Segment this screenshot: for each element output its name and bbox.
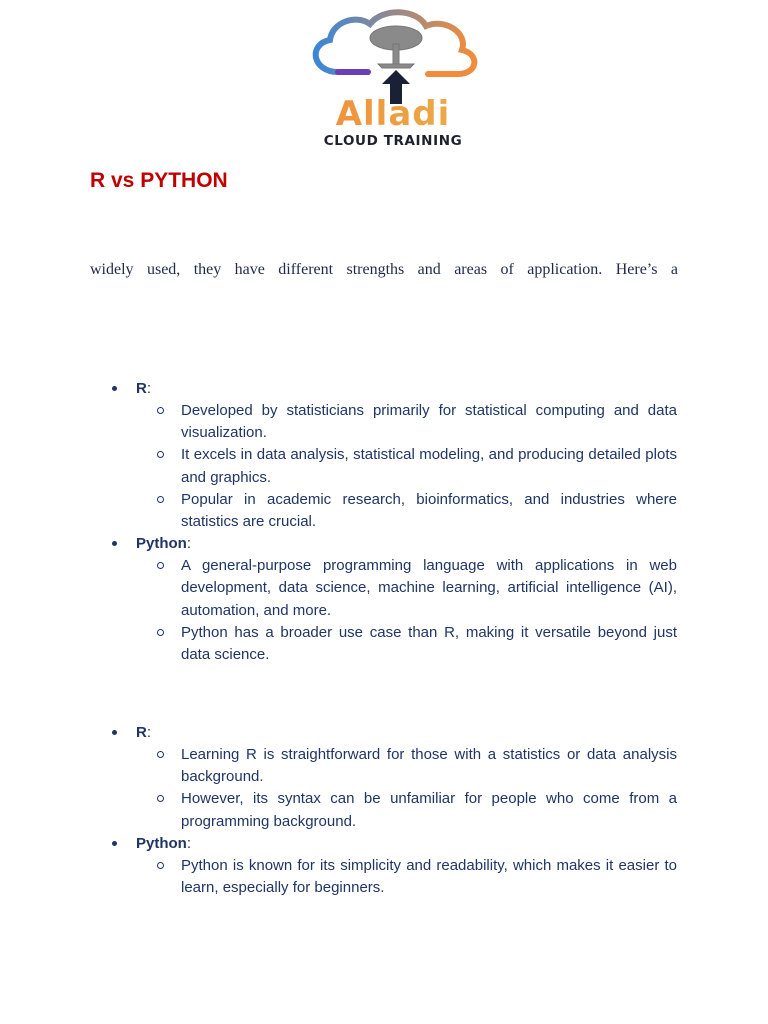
bullet-icon: [112, 841, 117, 846]
circle-bullet-icon: [157, 496, 164, 503]
logo-tagline: CLOUD TRAINING: [323, 133, 463, 149]
section-purpose: [0, 378, 768, 666]
sub-list-item: [0, 855, 768, 899]
sub-list-item: [0, 622, 768, 666]
sub-list-item-text: However, its syntax can be unfamiliar for people who come from a programming background.: [181, 790, 677, 830]
sub-list-item: [0, 744, 768, 788]
intro-paragraph: widely used, they have different strengths and areas of application. Here’s a: [90, 261, 678, 278]
list-item: [0, 722, 768, 744]
logo-wordmark: Alladi: [306, 96, 480, 132]
sub-list-item-text: Developed by statisticians primarily for statistical computing and data visualization.: [181, 402, 677, 442]
list-item-label: Python:: [136, 834, 192, 852]
circle-bullet-icon: [157, 751, 164, 758]
bullet-icon: [112, 386, 117, 391]
circle-bullet-icon: [157, 407, 164, 414]
sub-list-item: [0, 400, 768, 444]
circle-bullet-icon: [157, 795, 164, 802]
sub-list-item-text: Python has a broader use case than R, making it versatile beyond just data science.: [181, 623, 677, 664]
sub-list-item: [0, 555, 768, 622]
bullet-icon: [112, 541, 117, 546]
alladi-logo: [298, 8, 488, 148]
list-item-label: R:: [136, 724, 152, 741]
sub-list-item-text: Learning R is straightforward for those with a statistics or data analysis background.: [181, 746, 677, 786]
sub-list-item-text: Python is known for its simplicity and readability, which makes it easier to learn, especially for beginners.: [181, 856, 677, 897]
circle-bullet-icon: [157, 562, 164, 569]
sub-list-item-text: Popular in academic research, bioinformatics, and industries where statistics are crucial.: [181, 490, 677, 531]
sub-list-item: [0, 489, 768, 533]
list-item-label: Python:: [136, 535, 192, 553]
list-item: [0, 833, 768, 855]
page-title: R vs PYTHON: [90, 169, 228, 192]
circle-bullet-icon: [157, 862, 164, 869]
circle-bullet-icon: [157, 451, 164, 458]
sub-list-item: [0, 444, 768, 488]
sub-list-item-text: It excels in data analysis, statistical modeling, and producing detailed plots and graphics.: [181, 446, 677, 486]
list-item-label: R:: [136, 380, 152, 397]
list-item: [0, 378, 768, 400]
sub-list-item: [0, 788, 768, 832]
cloud-tree-icon: [298, 8, 488, 108]
circle-bullet-icon: [157, 629, 164, 636]
sub-list-item-text: A general-purpose programming language with applications in web development, data science, machine learning, artificial intelligence (AI), automation, and more.: [181, 557, 677, 619]
bullet-icon: [112, 730, 117, 735]
section-learning-curve: [0, 722, 768, 899]
list-item: [0, 533, 768, 555]
